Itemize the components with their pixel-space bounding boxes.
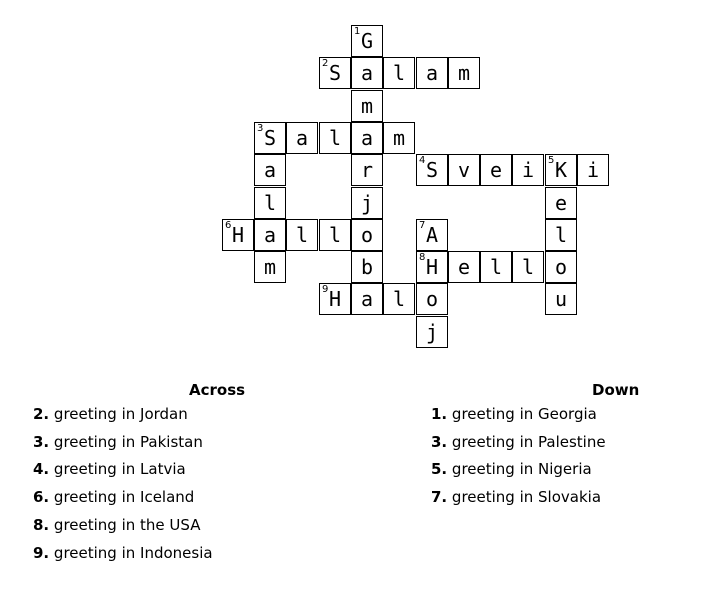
cell-letter: j: [360, 191, 374, 215]
cell-letter: l: [328, 223, 342, 247]
crossword-cell[interactable]: [416, 251, 448, 283]
clue-text: greeting in Jordan: [53, 405, 188, 423]
down-clue: [431, 405, 597, 423]
across-clue: [33, 460, 186, 478]
crossword-cell[interactable]: [351, 154, 383, 186]
crossword-cell[interactable]: [416, 283, 448, 315]
crossword-cell[interactable]: [512, 154, 544, 186]
across-clue: [33, 433, 203, 451]
crossword-cell[interactable]: [448, 251, 480, 283]
across-clue: [33, 544, 213, 562]
clue-number: 2: [322, 58, 329, 69]
crossword-cell[interactable]: [351, 90, 383, 122]
cell-letter: a: [263, 158, 277, 182]
clue-text: greeting in Nigeria: [451, 460, 592, 479]
cell-letter: K: [554, 158, 568, 182]
clue-number: 4.: [33, 460, 50, 479]
crossword-cell[interactable]: [383, 57, 415, 89]
clue-number: 5: [548, 155, 555, 166]
cell-letter: j: [425, 320, 439, 344]
down-clue: [431, 460, 592, 478]
clue-text: greeting in Latvia: [53, 460, 186, 479]
clue-number: 2.: [33, 405, 50, 423]
clue-text: greeting in Pakistan: [53, 432, 203, 451]
crossword-cell[interactable]: [416, 316, 448, 348]
across-clue: [33, 488, 194, 506]
clue-number: 7: [419, 220, 426, 231]
clue-text: greeting in Georgia: [451, 405, 597, 423]
crossword-cell[interactable]: [254, 251, 286, 283]
cell-letter: a: [295, 126, 309, 150]
clue-number: 7.: [431, 488, 448, 507]
crossword-cell[interactable]: [351, 187, 383, 219]
clue-number: 9: [322, 284, 329, 295]
crossword-cell[interactable]: [319, 122, 351, 154]
down-heading: Down: [592, 381, 640, 399]
clue-number: 5.: [431, 460, 448, 479]
cell-letter: b: [360, 255, 374, 279]
clue-number: 1.: [431, 405, 448, 423]
cell-letter: m: [360, 94, 374, 118]
cell-letter: l: [554, 223, 568, 247]
cell-letter: a: [263, 223, 277, 247]
crossword-cell[interactable]: [254, 154, 286, 186]
crossword-cell[interactable]: [545, 251, 577, 283]
cell-letter: v: [457, 158, 471, 182]
cell-letter: S: [425, 158, 439, 182]
crossword-cell[interactable]: [545, 187, 577, 219]
crossword-cell[interactable]: [416, 154, 448, 186]
clue-number: 3.: [33, 432, 50, 451]
cell-letter: e: [554, 191, 568, 215]
cell-letter: l: [295, 223, 309, 247]
crossword-cell[interactable]: [351, 57, 383, 89]
crossword-cell[interactable]: [351, 251, 383, 283]
cell-letter: i: [586, 158, 600, 182]
cell-letter: l: [392, 287, 406, 311]
crossword-cell[interactable]: [383, 122, 415, 154]
clue-text: greeting in Indonesia: [53, 543, 213, 562]
cell-letter: a: [360, 61, 374, 85]
cell-letter: A: [425, 223, 439, 247]
down-clue: [431, 488, 601, 506]
clue-text: greeting in Iceland: [53, 488, 195, 507]
clue-number: 4: [419, 155, 426, 166]
cell-letter: S: [263, 126, 277, 150]
cell-letter: l: [328, 126, 342, 150]
cell-letter: G: [360, 29, 374, 53]
clue-number: 6: [225, 220, 232, 231]
crossword-cell[interactable]: [448, 154, 480, 186]
cell-letter: o: [360, 223, 374, 247]
cell-letter: a: [360, 287, 374, 311]
crossword-cell[interactable]: [319, 219, 351, 251]
cell-letter: o: [554, 255, 568, 279]
cell-letter: l: [521, 255, 535, 279]
crossword-cell[interactable]: [351, 25, 383, 57]
crossword-cell[interactable]: [480, 154, 512, 186]
cell-letter: l: [489, 255, 503, 279]
clue-number: 8: [419, 252, 426, 263]
clue-number: 8.: [33, 515, 50, 534]
cell-letter: i: [521, 158, 535, 182]
cell-letter: u: [554, 287, 568, 311]
clue-number: 9.: [33, 543, 50, 562]
cell-letter: m: [263, 255, 277, 279]
cell-letter: e: [457, 255, 471, 279]
clue-number: 1: [354, 26, 361, 37]
crossword-cell[interactable]: [286, 219, 318, 251]
cell-letter: e: [489, 158, 503, 182]
across-heading: Across: [189, 381, 246, 399]
cell-letter: m: [392, 126, 406, 150]
crossword-cell[interactable]: [254, 122, 286, 154]
crossword-cell[interactable]: [416, 57, 448, 89]
crossword-cell[interactable]: [351, 283, 383, 315]
cell-letter: H: [231, 223, 245, 247]
clue-number: 3.: [431, 432, 448, 451]
crossword-cell[interactable]: [545, 219, 577, 251]
crossword-cell[interactable]: [286, 122, 318, 154]
cell-letter: l: [392, 61, 406, 85]
crossword-cell[interactable]: [448, 57, 480, 89]
crossword-cell[interactable]: [351, 122, 383, 154]
crossword-cell[interactable]: [480, 251, 512, 283]
crossword-cell[interactable]: [319, 57, 351, 89]
crossword-cell[interactable]: [545, 283, 577, 315]
crossword-cell[interactable]: [254, 187, 286, 219]
clue-text: greeting in Slovakia: [451, 488, 602, 507]
crossword-cell[interactable]: [512, 251, 544, 283]
clue-number: 3: [257, 123, 264, 134]
cell-letter: r: [360, 158, 374, 182]
crossword-cell[interactable]: [416, 219, 448, 251]
crossword-cell[interactable]: [577, 154, 609, 186]
crossword-cell[interactable]: [545, 154, 577, 186]
cell-letter: H: [328, 287, 342, 311]
cell-letter: m: [457, 61, 471, 85]
across-clue: [33, 516, 200, 534]
crossword-cell[interactable]: [351, 219, 383, 251]
across-clue: [33, 405, 188, 423]
cell-letter: a: [360, 126, 374, 150]
clue-text: greeting in Palestine: [451, 432, 606, 451]
crossword-cell[interactable]: [222, 219, 254, 251]
crossword-cell[interactable]: [383, 283, 415, 315]
down-clue: [431, 433, 606, 451]
clue-number: 6.: [33, 488, 50, 507]
crossword-cell[interactable]: [254, 219, 286, 251]
cell-letter: a: [425, 61, 439, 85]
cell-letter: o: [425, 287, 439, 311]
cell-letter: l: [263, 191, 277, 215]
cell-letter: H: [425, 255, 439, 279]
crossword-cell[interactable]: [319, 283, 351, 315]
cell-letter: S: [328, 61, 342, 85]
clue-text: greeting in the USA: [53, 515, 201, 534]
